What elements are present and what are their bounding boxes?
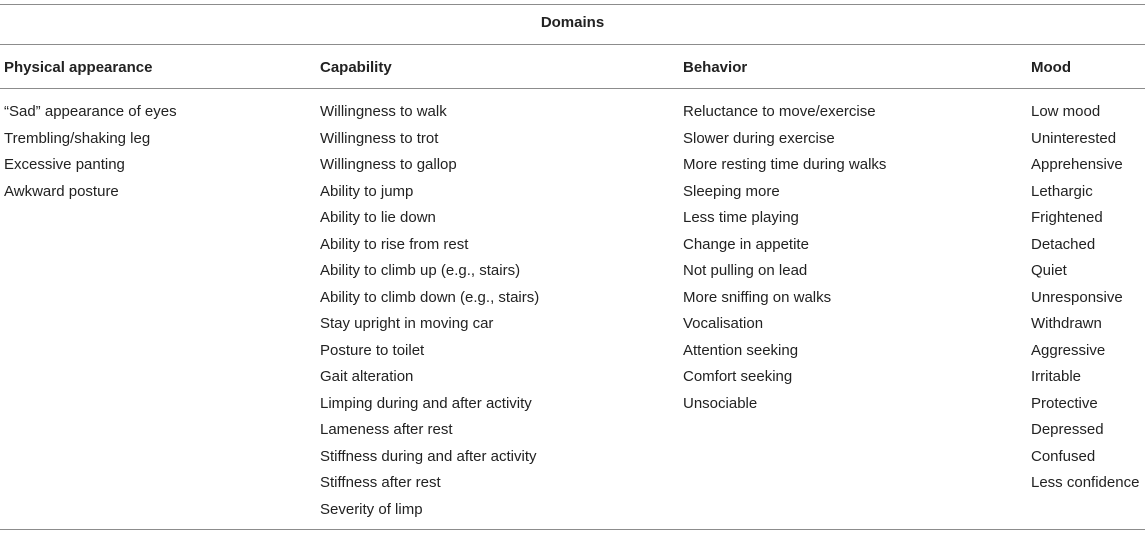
- column-header-mood: Mood: [1031, 59, 1071, 76]
- table-cell: Confused: [1031, 447, 1096, 465]
- table-cell: Severity of limp: [320, 500, 423, 518]
- table-cell: Posture to toilet: [320, 341, 425, 359]
- table-cell: Stiffness after rest: [320, 474, 441, 491]
- behavior-column: [683, 102, 886, 420]
- table-cell: Less time playing: [683, 209, 799, 226]
- table-cell: Lethargic: [1031, 182, 1093, 200]
- column-header-capability: Capability: [320, 59, 392, 76]
- table-cell: Ability to rise from rest: [320, 235, 469, 253]
- column-header-physical-appearance: Physical appearance: [4, 59, 153, 76]
- table-title: Domains: [540, 14, 605, 31]
- table-cell: Less confidence: [1031, 474, 1140, 491]
- table-cell: Not pulling on lead: [683, 262, 808, 279]
- table-top-rule: [0, 4, 1145, 5]
- table-cell: More resting time during walks: [683, 156, 887, 173]
- table-cell: Lameness after rest: [320, 421, 453, 438]
- mood-column: [1031, 102, 1139, 500]
- table-cell: Apprehensive: [1031, 156, 1123, 173]
- capability-column: [320, 102, 539, 526]
- header-divider-rule: [0, 88, 1145, 89]
- title-divider-rule: [0, 44, 1145, 45]
- table-cell: “Sad” appearance of eyes: [4, 103, 177, 120]
- table-cell: Ability to climb down (e.g., stairs): [320, 288, 540, 306]
- table-cell: Slower during exercise: [683, 129, 835, 147]
- table-cell: Change in appetite: [683, 235, 809, 253]
- table-cell: Comfort seeking: [683, 368, 793, 385]
- table-cell: Trembling/shaking leg: [4, 129, 151, 147]
- table-cell: Vocalisation: [683, 315, 764, 332]
- column-header-behavior: Behavior: [683, 59, 748, 76]
- table-cell: Withdrawn: [1031, 315, 1102, 332]
- table-cell: Limping during and after activity: [320, 394, 532, 412]
- table-cell: Awkward posture: [4, 182, 119, 200]
- table-cell: Willingness to walk: [320, 103, 447, 120]
- table-cell: Attention seeking: [683, 341, 799, 359]
- table-cell: Stay upright in moving car: [320, 315, 494, 332]
- table-cell: Unsociable: [683, 394, 758, 412]
- table-cell: Reluctance to move/exercise: [683, 103, 876, 120]
- physical-appearance-column: [4, 102, 177, 208]
- table-cell: Ability to jump: [320, 182, 414, 200]
- table-cell: Irritable: [1031, 368, 1082, 385]
- table-cell: Low mood: [1031, 103, 1101, 120]
- table-cell: Protective: [1031, 394, 1098, 412]
- table-cell: Detached: [1031, 235, 1096, 253]
- table-cell: Gait alteration: [320, 368, 414, 385]
- table-cell: Ability to lie down: [320, 209, 436, 226]
- table-cell: Ability to climb up (e.g., stairs): [320, 262, 521, 279]
- table-cell: Sleeping more: [683, 182, 780, 200]
- table-cell: Willingness to trot: [320, 129, 439, 147]
- table-cell: Unresponsive: [1031, 288, 1123, 306]
- table-cell: Stiffness during and after activity: [320, 447, 537, 465]
- table-cell: Excessive panting: [4, 156, 125, 173]
- table-cell: Willingness to gallop: [320, 156, 457, 173]
- table-cell: Quiet: [1031, 262, 1067, 279]
- table-cell: Uninterested: [1031, 129, 1117, 147]
- table-cell: Depressed: [1031, 421, 1104, 438]
- table-bottom-rule: [0, 529, 1145, 530]
- table-cell: Frightened: [1031, 209, 1103, 226]
- table-cell: Aggressive: [1031, 341, 1106, 359]
- table-cell: More sniffing on walks: [683, 288, 832, 306]
